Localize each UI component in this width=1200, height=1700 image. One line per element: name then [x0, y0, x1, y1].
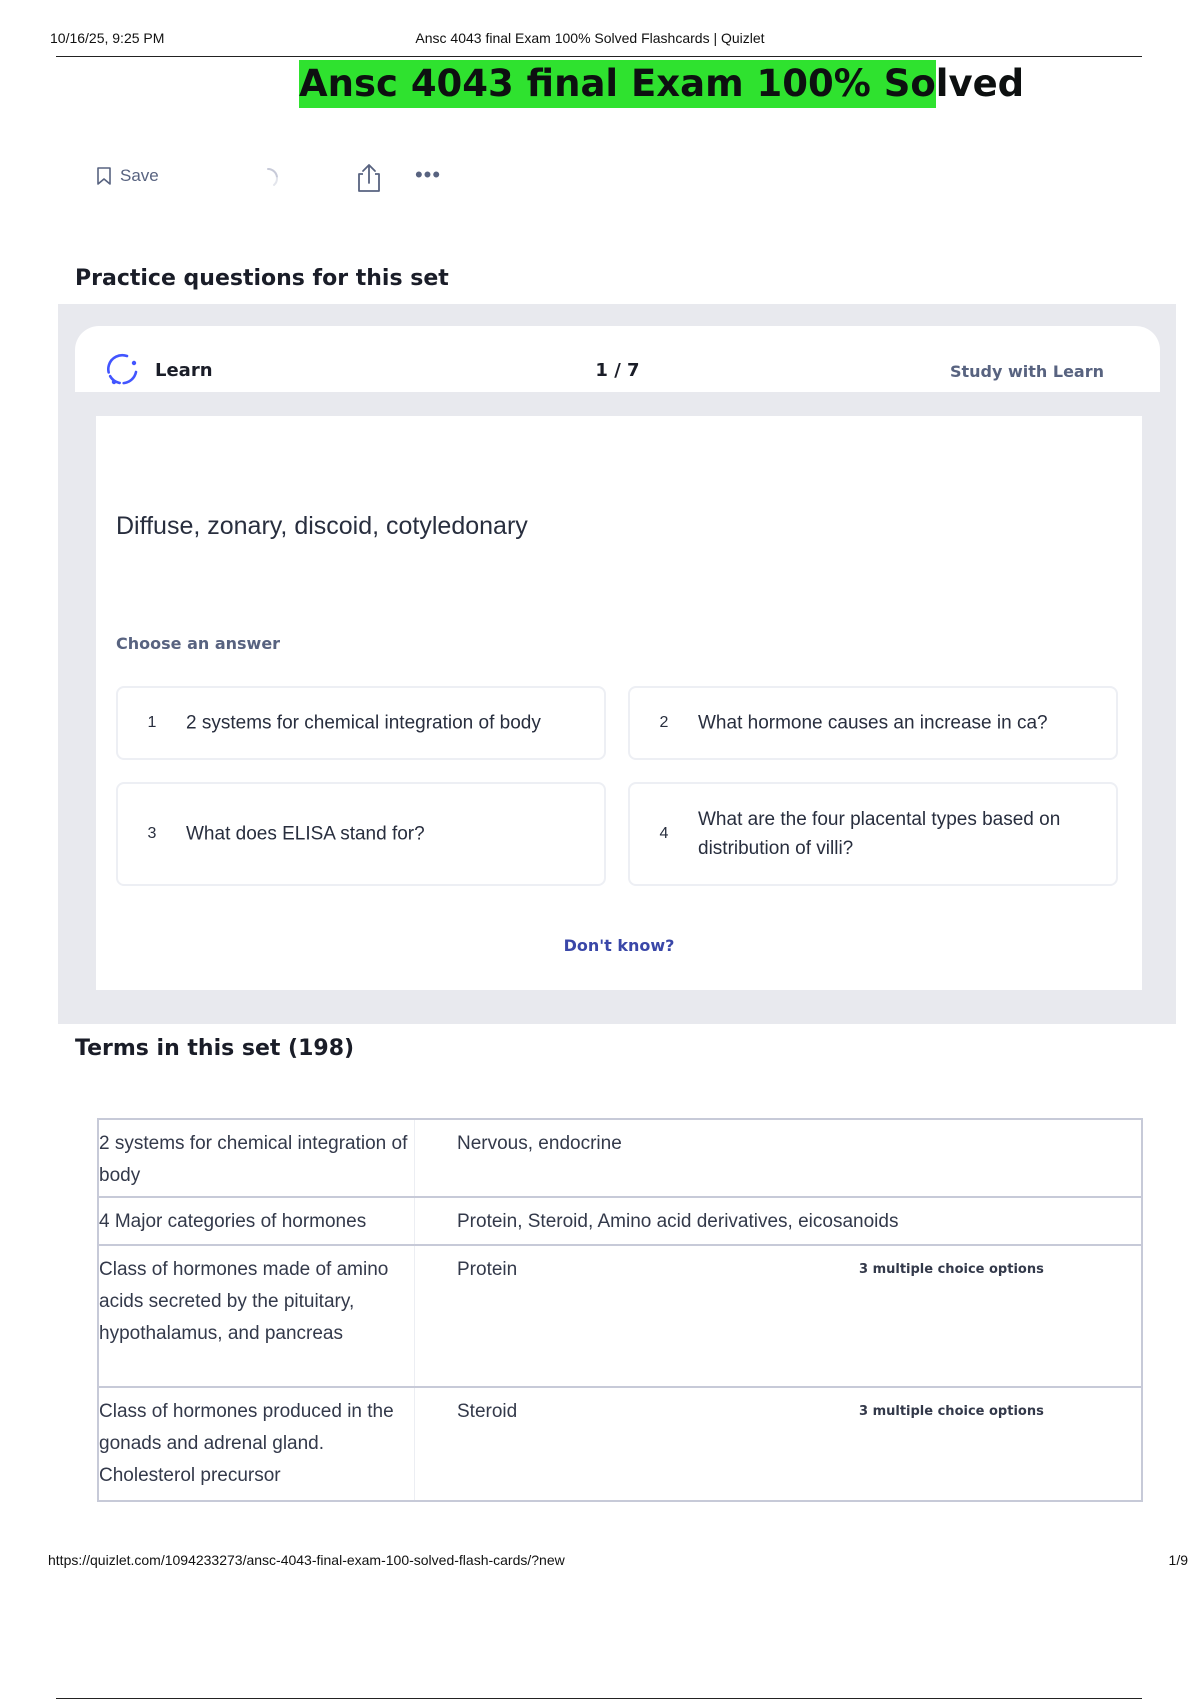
print-url: https://quizlet.com/1094233273/ansc-4043-final-exam-100-solved-flash-cards/?new [48, 1552, 565, 1568]
share-icon[interactable] [354, 162, 384, 194]
option-number: 4 [659, 825, 669, 842]
more-options-button[interactable]: ••• [414, 162, 442, 187]
option-text: What are the four placental types based on distribution of villi? [698, 809, 1061, 859]
option-number: 1 [147, 714, 157, 731]
multiple-choice-note: 3 multiple choice options [859, 1404, 1044, 1419]
study-with-learn-link[interactable]: Study with Learn [949, 362, 1104, 381]
dont-know-button[interactable]: Don't know? [563, 936, 675, 955]
multiple-choice-note: 3 multiple choice options [859, 1262, 1044, 1277]
option-number: 3 [147, 825, 157, 842]
answer-option-2[interactable] [628, 686, 1118, 760]
print-document-title: Ansc 4043 final Exam 100% Solved Flashcards | Quizlet [415, 30, 765, 46]
definition-text: Nervous, endocrine [457, 1133, 622, 1154]
loading-spinner-icon [256, 166, 280, 190]
definition-text: Steroid [457, 1401, 518, 1422]
learn-mode-label: Learn [155, 360, 213, 381]
bookmark-icon [96, 167, 112, 185]
term-text: Class of hormones produced in the gonads and adrenal gland. Cholesterol precursor [99, 1388, 415, 1500]
footer-divider [56, 1698, 1142, 1699]
answer-option-3[interactable] [116, 782, 606, 886]
option-text: What hormone causes an increase in ca? [698, 712, 1048, 734]
print-page-number: 1/9 [1168, 1552, 1188, 1568]
answer-option-4[interactable] [628, 782, 1118, 886]
term-text: 4 Major categories of hormones [99, 1198, 415, 1244]
save-button[interactable] [96, 166, 159, 186]
term-text: Class of hormones made of amino acids secreted by the pituitary, hypothalamus, and pancreas [99, 1246, 415, 1386]
term-text: 2 systems for chemical integration of body [99, 1120, 415, 1196]
header-divider [56, 56, 1142, 57]
question-card [96, 416, 1142, 990]
print-datetime: 10/16/25, 9:25 PM [50, 30, 165, 46]
set-toolbar [96, 160, 456, 196]
set-title: Ansc 4043 final Exam 100% Solved [299, 60, 936, 108]
term-row [97, 1118, 1143, 1198]
terms-section-title: Terms in this set (198) [75, 1036, 355, 1061]
choose-answer-label: Choose an answer [116, 634, 281, 653]
definition-text: Protein, Steroid, Amino acid derivatives, eicosanoids [457, 1211, 899, 1232]
option-number: 2 [659, 714, 669, 731]
print-header [50, 30, 1130, 58]
practice-section-title: Practice questions for this set [75, 266, 449, 291]
save-label: Save [120, 166, 159, 185]
option-text: What does ELISA stand for? [186, 823, 425, 845]
term-row [97, 1196, 1143, 1246]
term-row [97, 1244, 1143, 1388]
learn-header [75, 326, 1160, 392]
question-counter: 1 / 7 [595, 360, 640, 381]
option-text: 2 systems for chemical integration of body [186, 712, 541, 734]
answer-option-1[interactable] [116, 686, 606, 760]
question-prompt: Diffuse, zonary, discoid, cotyledonary [116, 512, 528, 540]
term-row [97, 1386, 1143, 1502]
definition-text: Protein [457, 1259, 518, 1280]
